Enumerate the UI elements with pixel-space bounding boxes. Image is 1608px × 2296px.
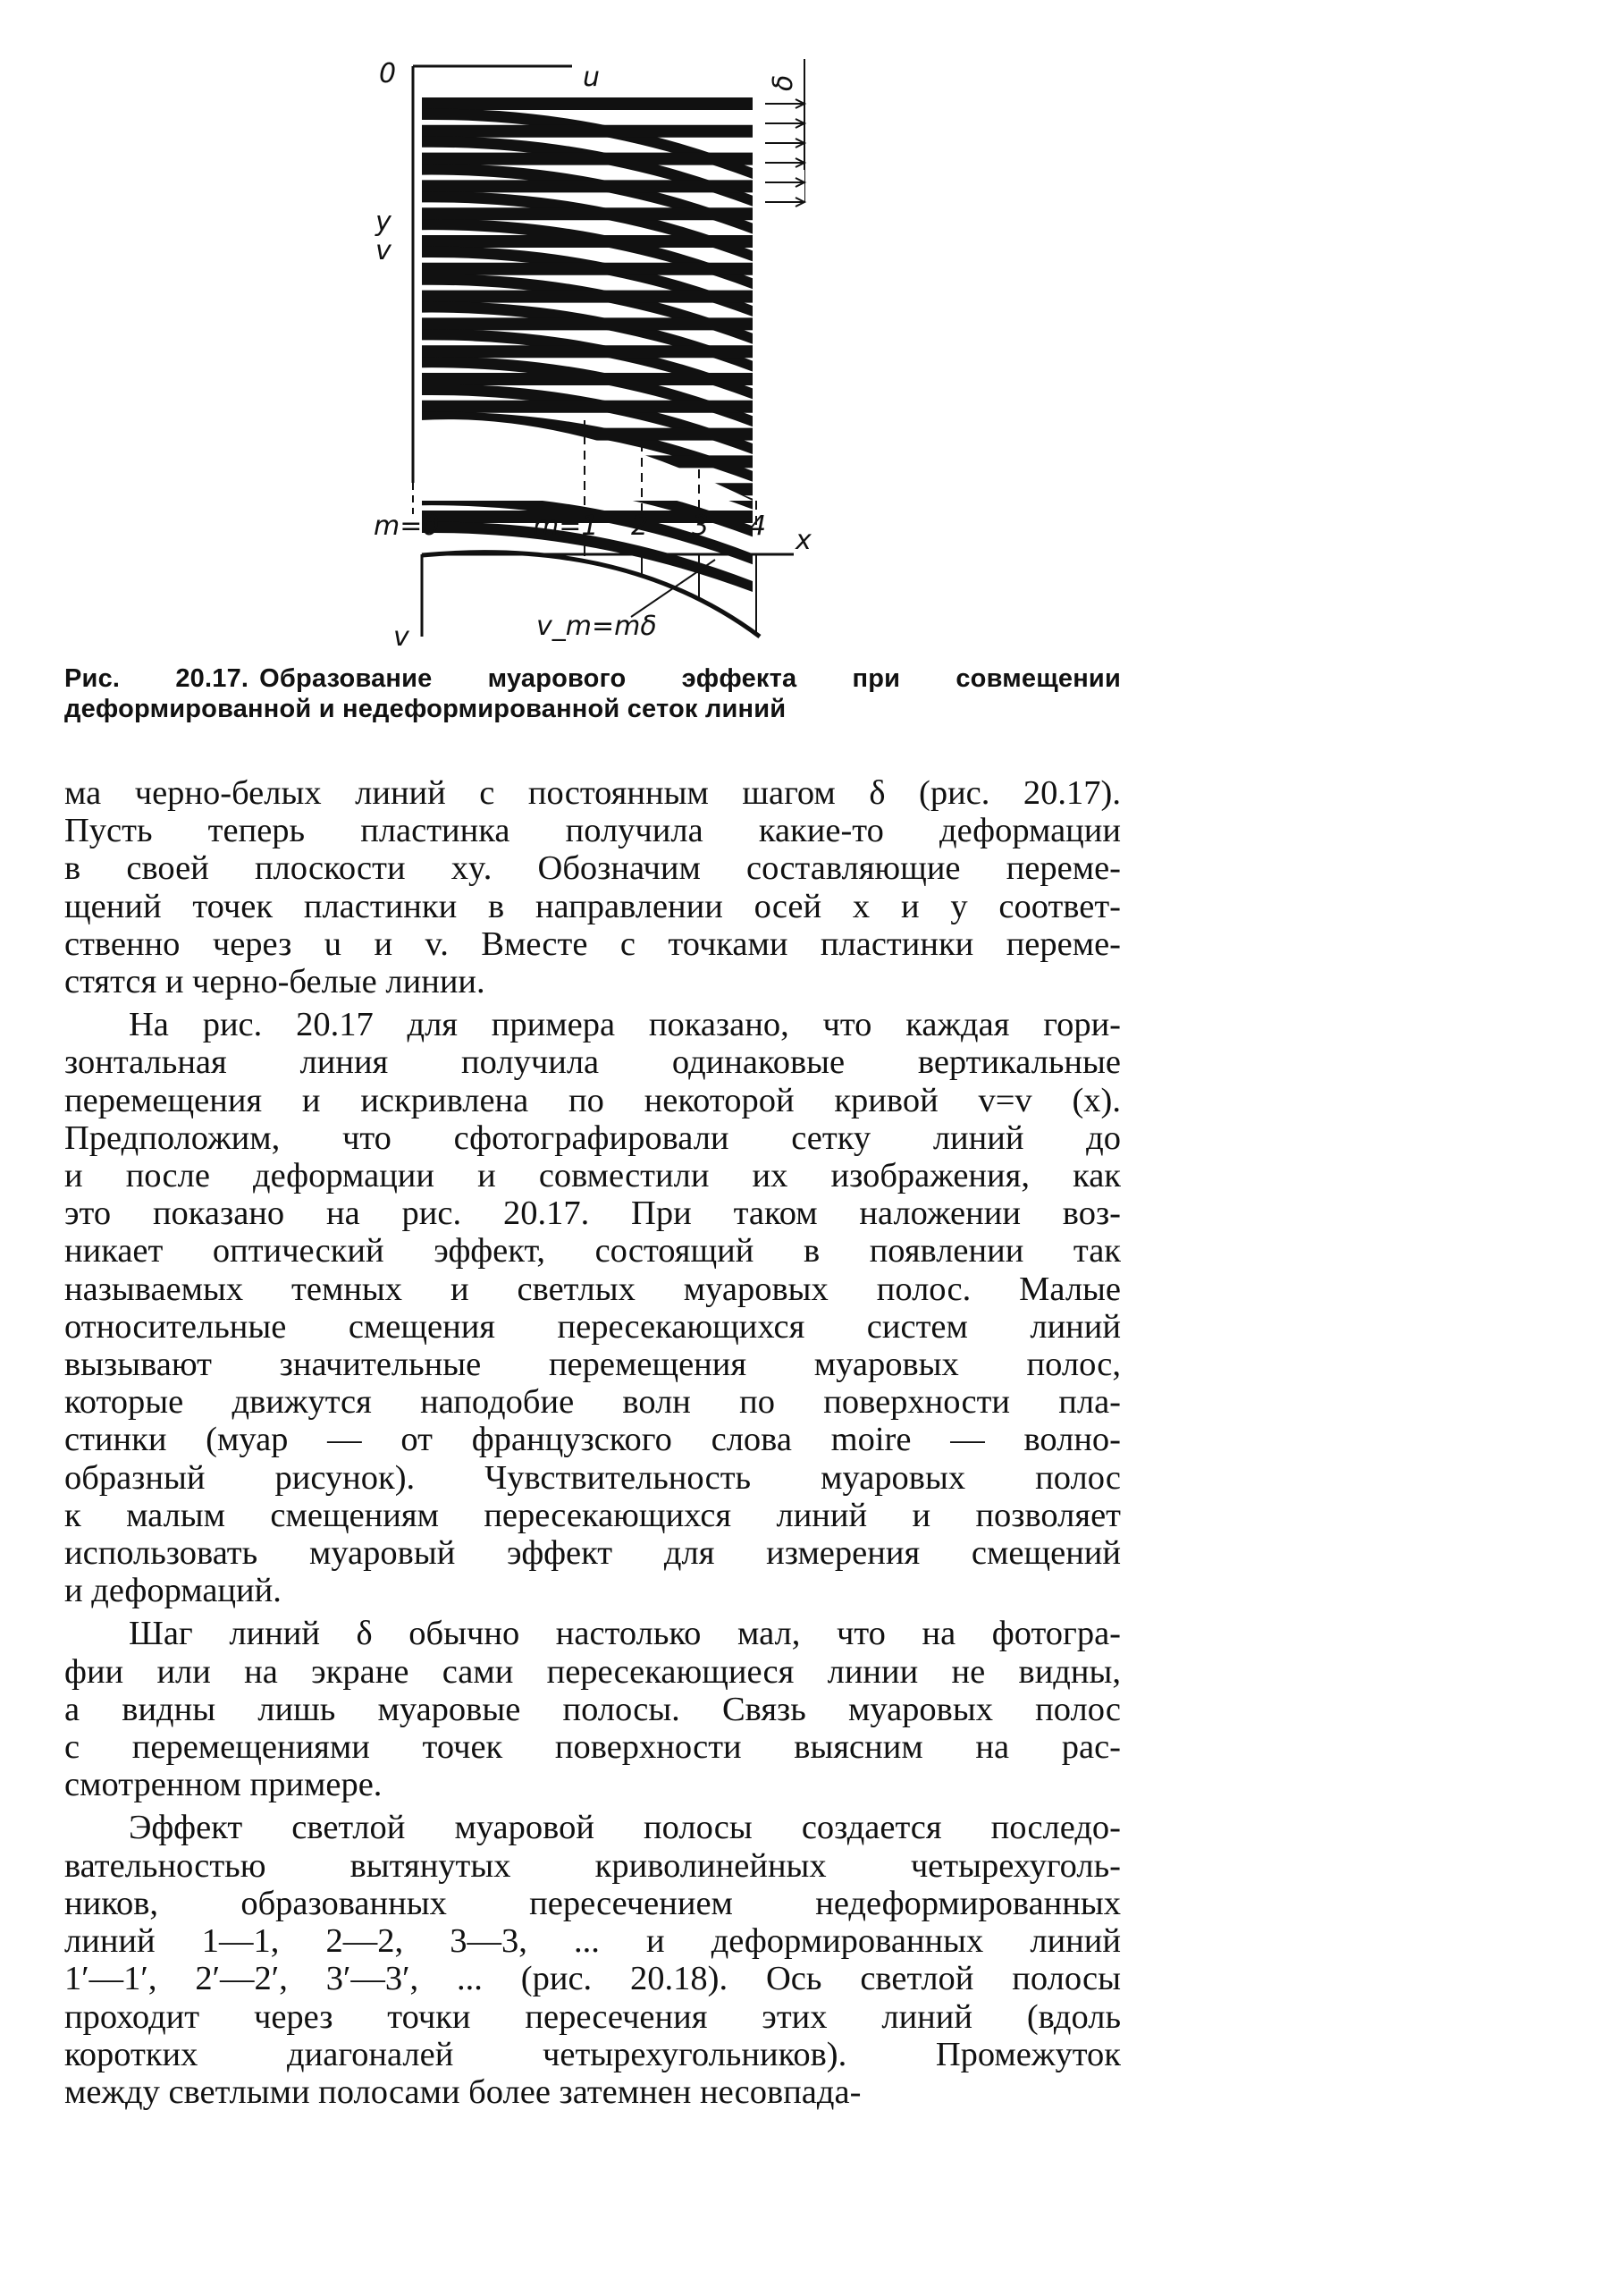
undeformed-line: [422, 317, 753, 330]
undeformed-line: [422, 207, 753, 220]
text-line: это показано на рис. 20.17. При таком наложении воз-: [64, 1194, 1121, 1233]
paragraph: [64, 1615, 1121, 1803]
paragraph: [64, 1006, 1121, 1609]
text-line: называемых темных и светлых муаровых полос. Малые: [64, 1270, 1121, 1308]
undeformed-line: [422, 125, 753, 138]
text-line: вательностью вытянутых криволинейных четырехуголь-: [64, 1846, 1121, 1885]
text-line: и после деформации и совместили их изображения, как: [64, 1157, 1121, 1195]
text-line: Эффект светлой муаровой полосы создается последо-: [129, 1809, 1121, 1847]
text-line: с перемещениями точек поверхности выясним на рас-: [64, 1728, 1121, 1767]
v-axis-label: v: [375, 235, 391, 266]
undeformed-line: [422, 373, 753, 385]
text-line: ма черно-белых линий с постоянным шагом δ (рис. 20.17).: [64, 774, 1121, 812]
undeformed-line: [422, 291, 753, 303]
paragraph: [64, 1809, 1121, 2111]
text-line: относительные смещения пересекающихся систем линий: [64, 1307, 1121, 1346]
text-line: ников, образованных пересечением недеформированных: [64, 1884, 1121, 1922]
text-line: которые движутся наподобие волн по поверхности пла-: [64, 1383, 1121, 1422]
leader-line: [631, 560, 715, 617]
text-line: фии или на экране сами пересекающиеся линии не видны,: [64, 1652, 1121, 1691]
text-line: вызывают значительные перемещения муаровых полос,: [64, 1346, 1121, 1384]
text-line: ственно через u и v. Вместе с точками пластинки переме-: [64, 924, 1121, 963]
vm-formula-label: v_m=mδ: [536, 611, 657, 642]
body-text: [64, 774, 1121, 2116]
text-line: зонтальная линия получила одинаковые вертикальные: [64, 1043, 1121, 1082]
text-line: 1′—1′, 2′—2′, 3′—3′, ... (рис. 20.18). Ось светлой полосы: [64, 1960, 1121, 1998]
text-line: стятся и черно-белые линии.: [64, 963, 485, 1001]
origin-label: 0: [379, 58, 397, 89]
text-line: использовать муаровый эффект для измерения смещений: [64, 1534, 1121, 1573]
undeformed-line: [422, 263, 753, 275]
text-line: перемещения и искривлена по некоторой кривой v=v (x).: [64, 1081, 1121, 1119]
undeformed-line: [422, 235, 753, 248]
text-line: образный рисунок). Чувствительность муаровых полос: [64, 1458, 1121, 1497]
text-line: Пусть теперь пластинка получила какие-то деформации: [64, 812, 1121, 850]
text-line: смотренном примере.: [64, 1766, 383, 1804]
caption-number: Рис. 20.17.: [64, 664, 249, 693]
x-axis-label: x: [796, 525, 812, 556]
m0-label: m=0: [374, 511, 440, 542]
delta-label: δ: [768, 74, 799, 91]
undeformed-line: [422, 97, 753, 110]
u-axis-label: u: [583, 62, 601, 93]
m4-label: 4: [749, 511, 767, 542]
text-line: никает оптический эффект, состоящий в появлении так: [64, 1232, 1121, 1270]
text-line: между светлыми полосами более затемнен несовпада-: [64, 2072, 862, 2111]
m3-label: 3: [692, 511, 710, 542]
delta-tick: [765, 119, 804, 128]
text-line: стинки (муар — от французского слова moire — волно-: [64, 1421, 1121, 1459]
text-line: к малым смещениям пересекающихся линий и позволяет: [64, 1496, 1121, 1534]
undeformed-line: [422, 345, 753, 358]
delta-tick: [765, 99, 804, 108]
undeformed-line: [422, 153, 753, 165]
moire-figure: [0, 0, 1608, 653]
delta-tick: [765, 139, 804, 148]
undeformed-line: [422, 180, 753, 192]
text-line: щений точек пластинки в направлении осей x и y соответ-: [64, 887, 1121, 925]
delta-tick: [765, 158, 804, 167]
undeformed-line: [422, 401, 753, 413]
text-line: и деформаций.: [64, 1572, 282, 1610]
paragraph: [64, 774, 1121, 1000]
text-line: Предположим, что сфотографировали сетку линий до: [64, 1118, 1121, 1157]
figure-caption: [64, 663, 1121, 724]
text-line: На рис. 20.17 для примера показано, что каждая гори-: [129, 1006, 1121, 1044]
moire-diagram: [0, 0, 1608, 653]
caption-text: Образование муарового эффекта при совмещении деформированной и недеформированной сеток линий: [64, 664, 1121, 723]
text-line: в своей плоскости xy. Обозначим составляющие переме-: [64, 849, 1121, 888]
grid-lines: [420, 97, 804, 592]
text-line: коротких диагоналей четырехугольников). Промежуток: [64, 2035, 1121, 2073]
y-axis-label: y: [375, 207, 391, 238]
m2-label: 2: [631, 511, 649, 542]
m1-label: m=1: [533, 511, 599, 542]
text-line: Шаг линий δ обычно настолько мал, что на фотогра-: [129, 1615, 1121, 1653]
text-line: линий 1—1, 2—2, 3—3, ... и деформированных линий: [64, 1922, 1121, 1961]
v-bottom-label: v: [393, 621, 409, 653]
text-line: проходит через точки пересечения этих линий (вдоль: [64, 1997, 1121, 2036]
text-line: а видны лишь муаровые полосы. Связь муаровых полос: [64, 1690, 1121, 1728]
